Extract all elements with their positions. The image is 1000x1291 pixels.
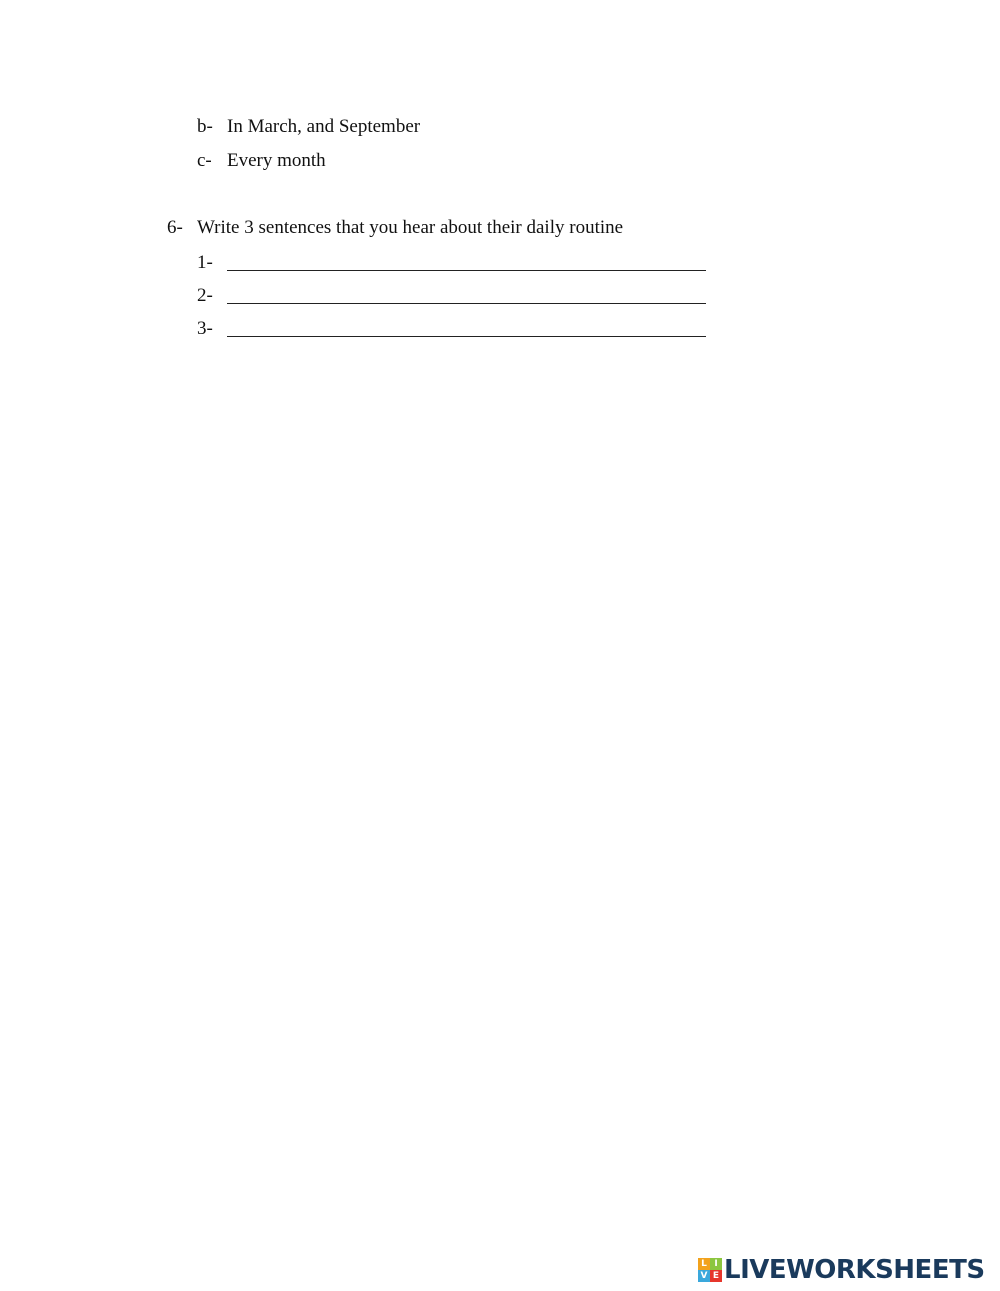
liveworksheets-logo — [698, 1255, 985, 1285]
live-blocks-icon — [698, 1258, 722, 1282]
option-marker: b- — [197, 116, 213, 137]
logo-block-e: E — [710, 1270, 722, 1282]
answer-marker: 2- — [197, 285, 213, 306]
option-marker: c- — [197, 150, 212, 171]
question-text: Write 3 sentences that you hear about their daily routine — [197, 217, 624, 238]
answer-blank[interactable] — [227, 270, 706, 271]
answer-line-2[interactable] — [197, 284, 717, 308]
option-text: Every month — [227, 150, 326, 171]
answer-marker: 3- — [197, 318, 213, 339]
logo-block-v: V — [698, 1270, 710, 1282]
logo-block-i: I — [710, 1258, 722, 1270]
question-number: 6- — [167, 217, 183, 238]
logo-block-l: L — [698, 1258, 710, 1270]
answer-marker: 1- — [197, 252, 213, 273]
answer-blank[interactable] — [227, 303, 706, 304]
answer-line-1[interactable] — [197, 251, 717, 275]
answer-blank[interactable] — [227, 336, 706, 337]
answer-line-3[interactable] — [197, 317, 717, 341]
logo-text: LIVEWORKSHEETS — [724, 1255, 985, 1285]
option-text: In March, and September — [227, 116, 421, 137]
